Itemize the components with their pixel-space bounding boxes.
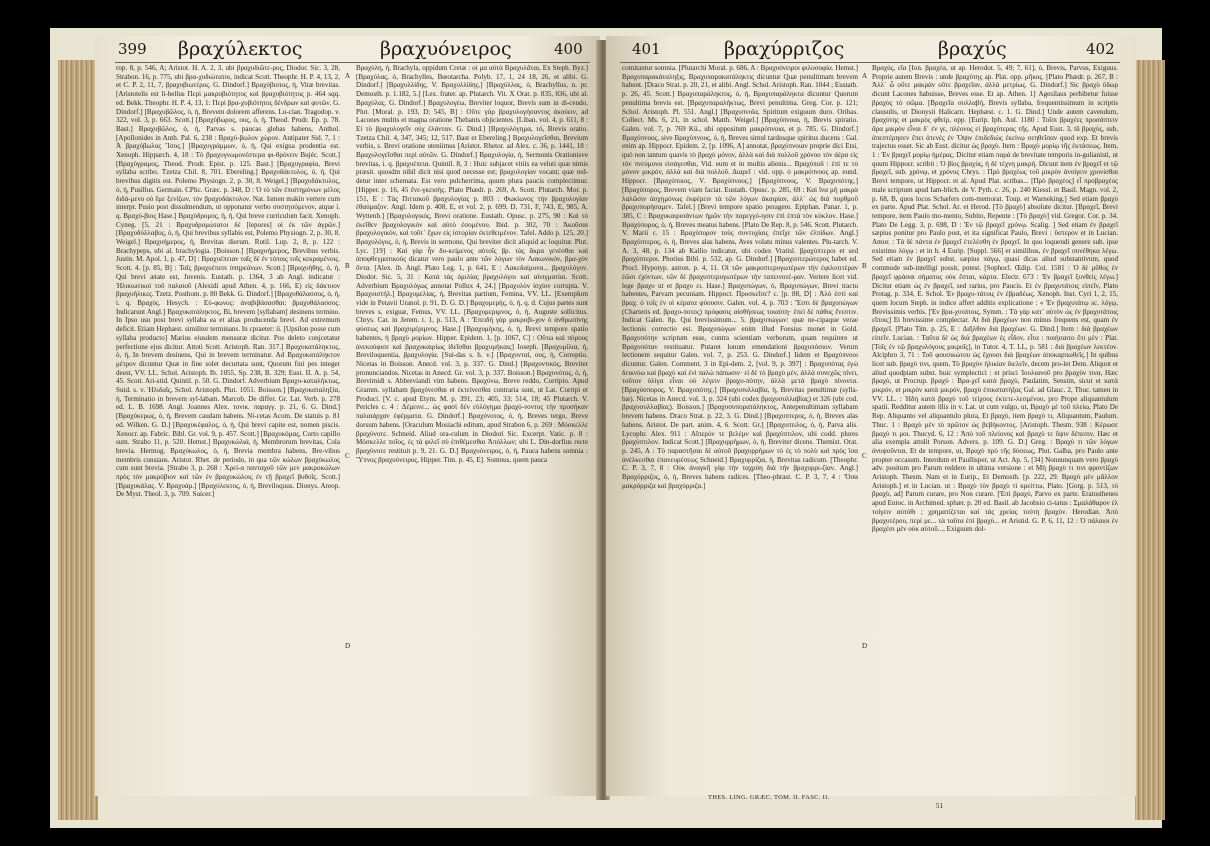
right-column-1-text: comitantur somnia. [Plutarchi Moral. p. 686, A : Βραχυόνειροι φιλοσοφία. Hemst.] Βραχυπαρακάταληξις, Βραχυπαρακατάληκτις dicuntur Quæ penultimam brevem habent. [Draco Strat. p. 20, 21, et alibi. Angl. Schol. Aristoph. Ran. 1044 ; Eustath. p. 26, 45. Scott.] Βραχυπαράληκτος, ὁ, ἡ, Βραχυπαράληκτα dicuntur Quorum penultima brevis est. [Βραχυπαραλήκτως, Brevi penultima. Greg. Cor. p. 121; Schol. Aristoph. Pl. 551. Angl.] [Βραχυπνοΐα, Spiritum exiguum duro. Oribas. Collect. Ms. 6, 21, in schol. Matth. Weigel.] [Βραχύπνοια, ἡ, Brevis spiratio. Galen. vol. 7, p. 769 Kü., ubi oppositum μακρόπνοια, et p. 785. G. Dindorf.] Βραχύπνοος, sive Βραχύπνους, ὁ, ἡ, Breves simul tardosque spiritus ducens : Gal. enim ap. Hippocr. Epidem. 2, [p. 1096, A] annotat, βραχύπνοιαν proprie dici Etsi, quò non tantum quavis τὸ βραχὺ μόνον, ἀλλὰ καὶ διὰ πολλοῦ χρόνου τὸν ἀέρα εἰς τὸν πνεύμονα εἰσάγεσθαι, Vid. eum et in multis alienis... Βραχύποδ : ἐπί τε τὸ μόνον μικρόν, ἀλλὰ καὶ διὰ πολλοῦ. Διαρεῖ : vid. opp. ὁ μακρόπνοος ap. eund. Hippocr. [Βραχύποιος, V. Βραχύπνοος.] [Βραχύπνοος, V. Βραχυπότης.] [Βραχύπορος, Brevem viam faciat. Eustath. Opusc. p. 285, 69 : Καὶ ἵνα μὴ μακρὰ λαλῶσιν ἀσχημόνως ἐκφέρειν τὰ τῶν λόγων ἀκαιρίαν, ἀλλ᾽ ὡς διὰ πορθμοῦ βραχυπορήσαμεν. Tafel.] [Brevi tempore spatio peragere. Epiphan. Panar. 1, p. 385, C : Βραχυκαιρισάντων ἡμῶν τὴν παρεγγύ-ησιν ἐπὶ ἑπτὰ τὸν κύκλον. Hase.] Βραχύπορος, ὁ, ἡ, Breves meatus habens. [Plato De Rep. 8, p. 546. Scott. Plutarch. V. Marii c. 15 : Βραχύπορον τοὺς συντυχίαις ἐπεῖχε τῶν ἐλπίδων. Angl.] Βραχύπτερος, ὁ, ἡ, Breves alas habens, Aves volatu minus valentes. Plu-tarch. V. A. 3, 48, p. 134 ab Kallio indicatur, ubi codex Vratisl. βραχύπτεροι et sed βραχύπτεροι. Photius Bibl. p. 532, ap. G. Dindorf.] [Βραχυπτερώτερος habet ed. Procl. Hypotyp. astron. p. 4, 11. Οἱ τῶν μακροπτερυγωτέρων τὴν ἐφιλοτιτέραν ἐῶσι ἐχόντων, τῶν δὲ βραχυπτερυγωτέρων τὴν ταπεινοτέ-ραν. Vertere licet vid. lege βραχυ ut et βραχυ ει. Hase.] Βραχυπώγων, ὁ, Βραχυπώγων, Brevi tractu habentes, Parvam pecuniam. Hippocr. Προσκεῖσε? c. [p. 88, D] : Ἀλὸ ἐστὶ καὶ βραχ. ὁ τοῖς ἐν οἱ κέρατα φύουσιν. Galen. vol. 4, p. 703 : Ἔστι δὲ βραχυπώγων (Charteris ed. βραχυ-ποτος) πρόφασις αἰσθήσεως τοιαύτη· ἐπεὶ δὲ πάθος ἔνεστιν. Indicat Galen. 8ρ. Qui brevissimum... 5. βραχυπώγων: quæ ne-cipaque verae lectionis correctio est. Βραχυπώγων enim illud Foesius monet in Gold. Βραχυπότην scriptum esse, contra scientiam verborum, quam requirere ut Βραχυπόταν restituatur. Putaret lonum emendationi βραχυπόσιον. Verum lectionem sequitur Galen. vol. 7, p. 253. G. Dindorf.] Iidem et Βραχύπνοοι dicuntur. Galen. Comment. 3 in Epi-dem. 2, [vol. 9, p. 397] : Βραχυπότας ἐγώ δεικνύω καὶ βραχὺ καὶ ἐνὶ παλὼ πάπωσιν· εἰ δὲ τὸ βραχὺ μὲν, ἀλλὰ συνεχῶς πίνει, τοῦτον ὀλίγα εἶναι οὐ λέγειν βραχυ-πότην, ἀλλὰ μετὰ βραχὺ πίνοντα. [Βραχύσπορος, V. Βραχυπότης.] [Βραχυσυλλαβία, ἡ, Brevitas penultimæ (sylla-bæ). Nicetas in Anecd. vol. 3, p. 324 (ubi codex βραχυσυλλαβίας) et 326 (ubi cod. βραχυσυλλαβίας). Boisson.] [Βραχυσυπορατάληκτος, Antepenultimam syllabam brevem habens. Draco Strat. p. 22, 3. G. Dind.] [Βραχυπτερος, ὁ, ἡ, Breves alas habens. Aristot. De part. anim. 4, 6. Scott. Gr.] [Βραχυπτιλος, ὁ, ἡ, Parva alis. Lycophr. Alex. 911 : Αἴπερόν τε βελέμν καὶ βραχύπτιλον, ubi codd. plures βραχύπτιλον. Indicat Scott.] [Βραχυρρήμων, ὁ, ἡ, Breviter dicens. Themist. Orat. p. 245, A : Τὸ παραστῆσαι δὲ αὐτοῦ βραχυρρήμων τὸ ἐς τὸ πολὺ καὶ πρὸς ἴσα ἀνέλκεσθαι ἐπανευρέσεως Schneid.] Βραχυρρίζια, ἡ, Brevitas radicum. [Theophr. C. P. 3, 7, 8 : Οὐκ ἀναγκῆ γὰρ τὴν ταχρύη διὰ τὴν βραχυρρι-ζίαν. Angl.] Βραχύρριζος, ὁ, ἡ, Breves habens radices. [Theo-phrast. C. P. 3, 7, 4 : Ὅσα μακρόρριζα καὶ βραχύρριζα.] — [622, 64, 858, 490]
margin-letter-c-right: C — [862, 452, 867, 460]
left-page-header — [118, 38, 588, 60]
running-head-left: βραχύλεκτος — [178, 38, 303, 60]
margin-letter-a-left: A — [345, 72, 351, 80]
right-column-2 — [872, 64, 1118, 764]
margin-letter-b-left: B — [345, 262, 350, 270]
margin-letter-b-right: B — [862, 262, 867, 270]
page-number-401: 401 — [632, 40, 661, 58]
page-edges-right — [1135, 60, 1165, 820]
margin-letter-a-right: A — [862, 72, 868, 80]
margin-letter-c-left: C — [345, 452, 350, 460]
header-rule-left — [115, 62, 590, 63]
left-column-1 — [116, 64, 340, 764]
right-column-2-text: Βραχύς, εῖα [Ion. βραχέα, ut ap. Herodot. 5, 49; 7, 61], ύ, Brevis, Parvus, Exiguus. Proprie autem Brevis : unde βραχύτης ap. Plat. opp. μῆκος. [Plato Phædr. p. 267, B : Ἀλλ᾽ ὦ οὔτε μακρὰν οὔτε βραχεῖαν, ἀλλὰ μετρίως. G. Dindorf.] Sic βραχὺ ὕδωρ dicunt Lacones habuisse, Breves esse. Et ap. Athen. 1] Agesilaus perhibetur fuisse βραχὺς τὸ σῶμα. [Βραχεῖα συλλαβή, Brevis syllaba, frequentissimum in scriptis clausulis, ut Dionysii Halicarn. Hephæst. c. 1. G. Dind.] Unde autem cavendum, βραχύτης et μακρὸς φθείρ, opp. [Eurip. Iph. Aul. 1180 : Τοῖσι βραχέες προσάπτειν ἄρα μικρὸν εἶναι δ᾽ ἐν γε, πλέονος εἰ βραχύτερας τῆς. Apud Eust. 3, tū βραχύς, sub, ἀπεστέρησεν ἔπει ἀτενὲς ἐν Ὄψιν ἐπιδεδιὼς ἐκείνῳ σεηθεῖσαν quod exp. Et brevis trajectus esset. Sic ab Eust. dicitur ὡς βραχὺ. Item : Βραχὺ μορίῳ τῆς ἐκτάσεως. Item, 1 : Ἐν βραχεῖ μορίῳ ἡμέρας. Dicitur etiam παρά de brevitate temporis in-gulianisti, ut quum Hippocr. scribit : Ὁ βίος βραχὺς, ἡ δὲ τέχνη μακρή. Dicunt item ἐν βραχεῖ et τῷ βραχεῖ, sub. χρόνῳ, et χρόνος Chrys. : Πρὸ βραχέως τοῦ μικρὸν ἀνοίγειν χρονίσθαι Brevi tempore, ut Hippocr. et al. Apud Plat. scribas... [Πρὸ βραχέος] εἶ προβραχέος male scriptum apud Iam-blich. de V. Pyth. c. 26, p. 240 Kiessl. et Basil. Magn. vol. 2, p. 68, B, quos locos Schæfers com-memorat. Toup. et Warneking.] Sed etiam βραχὺ ex parte. Apud Plat. Schol. Ar. et Herod. [Τὸ βραχὺ] absolute dicitur. [Βραχεῖ, Brevi tempore, item Paulo mo-mento, Subito, Repente : [Τὸ βραχὺ] vid. Gregor. Cor. p. 34. Plato De Legg. 3, p. 698, D : Ἐν τῷ βραχεῖ χρόνῳ. Scalig. ] Sed etiam ἐν βραχεῖ sæpius ponitur pro Paulo post, et ita significat Paulo, Brevi : ὕστερον et in Lucian. Amor. : Τὰ δὲ πάντα ἐν βραχεῖ ἐτελέσθη ἐν βραχεῖ. In quo loquendi genere sub. ipse existimo λόγῳ : et in h. 4 Eurip. [Suppl. 566] et similibus, ἐν βραχεῖ συνέθηκα λέγω. Sed etiam ἐν βραχεῖ subst. sæpius πάγῳ, quasi dicas aliud substantivum, quod commode sub-intelligi possit, potest. [Sophocl. Œdip. Col. 1581 : Ὁ δὲ μῦθος ἐν βραχεῖ φράσαι σήματος οὐκ ἔσται, κάρτα. Electr. 673 : Ἐν βραχεῖ ξυνθεὶς λέγω.] Dicitur etiam ὡς ἐν βραχεῖ, sed rarius, pro Paucis. Et ἐν βραχυτάτοις εἰπεῖν, Plato Protag. p. 334, E. Schol. Ἐν βραχυ-τάτοις ἐν ἐβραδέως, Xenoph. Inst. Cyri 1, 2, 15, quem locum Steph. in indice affert additis explicatione : « Ἐν βραχυτάτῳ sc. λόγῳ, Brevissimis verbis. [Ἐν βρα-χυτάτοις, Symm. : Τὰ γὰρ κατ᾽ αὐτὸν ὡς ἐν βραχυτάτοις εἴποις] Et brevissime complectar. At διὰ βραχέων non minus frequens est, quam ἐν βραχεῖ. [Plato Tim. p. 25, E : Διῆλθον διὰ βραχέων. G. Dind.] Item : διὰ βραχέων εἰπεῖν. Lucian. : Ταῦτα δὲ ὡς διὰ βραχέων ἐς εἶδον, εἶτα : ποιήσαιτο ὅτι μὲν : Plat. [Τοῖς ἐν τῷ βραχυλόγους μικροῖς], in Tutor. 4, T. LL, p. 581 : διὰ βραχέων λεκτέον. Alciphro 3, 71 : Τοῦ φουσικώτου ὡς ἔχουσι διὰ βραχέων ἀποκαρπωθεῖς.] In quibus licet sub. βραχὺ τινι, quem, Τὸ βραχὺν ἡλικίαν διελεῖν, decem pro-let Dem. Aliquot et aliud quodpiam subst. huic symplectici : et prisci Ἰουλιανοῦ pro βραχὺν τινα, Hæc βραχὺ, ut Procrup. βραχύ : Βρα-χεῖ κατὰ βραχὺ, Paulatim, Sensim, sicut et κατὰ μικρόν, et μικρὸν κατὰ μικρόν, βραχὺ ἐπικατατήξας Gal. ad Glauc. 2, Thuc. tamen in VV. LL. : Ἡδη κατὰ βραχὺ τοῦ τείχους ἐκτετε-λεσμένου, pro Prope aliquantulum spatii. Redditur autem illis in v. Lat. ut cum vulgo, ut, Βραχὺ μὲ τοῦ πλείω, Plato De Rep. Aliquanto vel aliquantulo plura, Et βραχὺ, item βραχὺ τι, Aliquantum, Paulum. Thuc. 1 : Βραχὺ μὲν τὸ πρῶτον ὡς βεβήκοντος. [Aristoph. Thesm. 938 : Κέρωσε βραχὺ τι μοι. Thucyd. 6, 12 : Ἀπὸ τοῦ πλείονος καὶ βραχὺ τε ὄψιν δέπεσιν. Hæc et alia exempla attulit Porson. Advers. p. 109. G. D.] Greg. : Βραχὺ τι τῶν λόγων ἀνυψοῦνται. Et de tempore, ut, Βραχὺ πρὸ τῆς δύσεως, Plut. Galba, pro Paulo ante propter occasum. Interdum et Paullisper, ut Act. Ap. 5, [34] Nonnunquam vero βραχὺ adv. positum pro Parum reddere in ultima versione : et Μὴ βραχὺ τι τινι φροντίζων Aristoph. Thesm. Nam et in Eurip., Et Demosth. [p. 222, 29. Βραχὺ μὲν μᾶλλον Aristoph.] et in Lucian. ut : Βραχὺ τὸν βραχὺ τὶ κρείττω, Plato. [Gorg. p. 513, τὸ βραχὺ, ad] Parum curare, pro Non curare. [Ἐπὶ βραχύ, Parvo ex parte. Eratosthenes apud Eutoc. in Archimed. sphær. p. 20 ed. Basil. ab Jacobsio ci-tatus : Σμαλάθαρον ἐλ τοίγειν αὐτόθι ; χρηματίζεται καὶ τὰς χρείας τούτη βραχὺν. Herodian. Ἀπὸ βραχυτέρου, περί με... τὰ ταῦτα ἐπὶ βραχὺ... et Aristid. G. P. 6, 11, 12 : Ὁ πάλαιοι ἐν βραχέσι μὲν οὐκ αὐτοῦ..., Exiguum dol- — [872, 64, 1118, 534]
margin-letter-d-left: D — [345, 642, 351, 650]
page-number-399: 399 — [118, 40, 147, 58]
header-rule-right — [620, 62, 1120, 63]
running-head-right: βραχυόνειρος — [380, 38, 512, 60]
running-head-left-right-page: βραχύρριζος — [724, 38, 845, 60]
signature-line: THES. LING. GRÆC. TOM. II. FASC. II. — [708, 794, 830, 801]
margin-letter-d-right: D — [862, 642, 868, 650]
left-column-1-text: rop. 8, p. 546, A; Aristot. H. A. 2, 3, ubi βραχυδιῶτε-ρος, Diodor. Sic. 3, 28, Strabon. 16, p. 775, ubi βρα-χυδιώτατοι, indicat Scott. Theophr. H. P. 4, 13, 2, et C. P. 2, 11, 7, βραχυβιωτέρος. G. Dindorf.] Βραχύβιοτος, ἡ, Vitæ brevitas. [Aristotelis est li-bellus Περὶ μακροβιότητος καὶ βραχυβιότητος p. 464 sqq. ed. Bekk. Theophr. H. P. 4, 13, 1: Περὶ βρα-χυβιότητος δένδρων καὶ φυτῶν. G. Dindorf.] [Βραχυβῶλος, ὁ, ἡ, Brevem dolorem afferens. Lu-cian. Tragodop. v. 322, vol. 3, p. 663. Scott.] [Βραχύβωρος, ους, ὁ, ἡ, Theod. Prodr. Ep. p. 78. Bast.] Βραχυβῶλος, ὁ, ἡ, Parvas s. paucas glebas habens, Anthol. [Apollonides in Anth. Pal. 6, 238 : Βραχύ-βωλον χώρον. Antipater Sid. 7, 1 : Ἀ βραχύβωλος Ἴσος.] [Βραχυγράμμων, ὁ, ἡ, Qui exigua prodentia est. Xenoph. Hipparch. 4, 18 : Τὸ βραχυγνωμονέστερα φι-θρόνειν Bujéc. Scott.] [Βραχύγραμος, Theod. Prodr. Epist. p. 125. Bast.] [Βραχυγραφία, Brevi syllaba scribo. Tzetza Chil. 8, 701. Ebereling.] Βραχυδάκτυλος, ὁ, ἡ, Qui brevibus digitis est. Polemo Physiogn. 2, p. 30, 8. Weigel.] [Βραχυδάκτυλος, ὁ, ἡ, Pusillus. Germain. CPlic. Græc. p. 348, D : Ὁ τὸ τῶν ἐπιστημόνων μέλος διδά-μενο οὐ ἔμε ξενίζων, τὸν βραχυδάκτυλον. Nat. Ismen makin vertere cum interpr. Pusio post dissulmendum, ut opponatur verbo συστησόμενον, atque i. q. Βραχύ-βιος Hase.] Βραχύδρομος, ἡ, ἡ, Qui breve curriculum facit. Xenoph. Cyneg. [5, 21 : Βραχυδρομώτατοι δὲ [lepores] οἱ ἐκ τῶν ἀγρῶν.] [Βραχυδύλλαβος, ὁ, ἡ, Qui brevibus syllabis est, Polemo Physiogn. 2, p. 30, 8. Weigel.] Βραχυήμερος, ἡ, Brevitas dierum. Rutil. Lup. 2, 8, p. 122 : Brachypeps, ubi al. brachylogia. [Boisson.] [Βραχυήμερος, Brevibus verbis. Justin. M. Apol. 1, p. 47, D] : Βραχυέπειαν ταῖς δὲ ἐν τόποις τοῖς κεκραμένοις. Scott. 4. [p. 85, B] : Ταῖς βραχυέπεσι ὑπηρεάνων. Scott.] [Βραχυήθης, ὁ, ἡ, Qui brevi ætate est, Juvenis. Eustath. p. 1364, 3 ab Angl. indicatur : Ἡλικιωτικοὶ τοῦ παλαιοῦ (Alexidi apud Athen. 4, p. 166, E) εἰς δάκτυον βραχυήλικες. Tzetz. Posthom. p. 80 Bekk. G. Dindorf.] [Βραχυθάλασσος, ὁ, ἡ, i. q. Βραχύς. Hesych. : Εὐ-φωνος: ἀναβιβάσασθαι: βραχυθάλασσος. Indicarunt Angl.] Βραχυκατάληκτος, Bi, brevem [syllabam] desinens termino. In Ipso usu post brevi syllaba ea et alias producenda brevi. Ad extremum deficit. Etiam Hephæst. similiter terminans. In cpraeter: ii. [Upsilon posse cum syllaba producto] Marius eiusdem mensuræ dicitur. Pos deleto conjcetatur perfectione ejus dicitur. Attoti Scott. Aristoph. Ran. 317.] Βραχυκατάληκτος, ὁ, ἡ, In brevem desinens, Qui in brevem terminatur. Ad Βραχυκατάληκτον μέτρον dicuntur Quæ in fine solet decurtata sunt, Quorum fini pes integer deest, VV. LL. Schol. Aristoph. Ib. 1055, Sp. 238, B. 329; Eust. II. A. p. 54, 45. Scott. Ari-stid. Quintil. p. 50. G. Dindorf. Adverbium Βραχυ-καταλήκτως, Suid. s. v. Ἠλιδαῖς, Schol. Aristoph. Plut. 1051. Boisson.] [Βραχυκαταληξία, ἡ, Terminatio in brevem syl-labam. Marcob. De differ. Gr. Lat. Verb. p. 278 ed. L. B. 1698. Angl. Joannes Alex. τονικ. παραγγ. p. 21, 6. G. Dind.] [Βραχύκερως, ὁ, ἡ, Brevem caudam habens. Ni-cetas Acom. De statuis p. 81 ed. Wilken. G. D.] [Βραχυκέφαλος, ὁ, ἡ, Qui brevi capite est, nomen piscis. Xenocr. ap. Fabric. Bibl. Gr. vol. 9, p. 457. Scott.] [Βραχυκόμας, Curto capillo sum. Strabo 11, p. 520. Hemst.] Βραχυκώλιά, ἡ, Membrorum brevitas, Cola brevia. Hermog. Βραχύκωλος, ὁ, ἡ, Brevia membra habens, Bre-vibus membris constans. Aristot. Rhet. de periodo, in qua τῶν κώλων βραχύκωλος cum sunt brevia. [Strabo 3, p. 268 : Χρεί-α πανταχοῦ τῶν μεν μακροκώλων πρὸς τὸν μακρόβιον καὶ τῶν ἐν βραχυκώλοις ἐν τῇ βραχεῖ βυθοῖς. Scott.] [Βραχυκάλας. V. Βραχυάμ.] [Βραχύλεκτος, ὁ, ἡ, Breviloquus. Dionys. Areop. De Myst. Theol. 3, p. 709. Suicer.] — [116, 64, 340, 499]
left-column-2 — [356, 64, 588, 764]
signature-number: 51 — [936, 802, 943, 810]
page-edges-left — [58, 60, 98, 820]
page-number-402: 402 — [1086, 40, 1115, 58]
right-page-header — [618, 38, 1118, 60]
left-column-2-text: Βραχύλη, ἡ, Brachyla, oppidum Cretæ : οἱ μα αὐτὰ Βραχυλᾶται, Ex Steph. Byz.] [Βραχύλας, ὁ, Brachylles, Bœotarcha. Polyb. 17, 1, 24 18, 26, et alibi. G. Dindorf.] [Βραχυλλίδης, V. Βραχυλλίδης.] [Βραχύλλας, ὁ, Brachyllus, n. pr. Demosth. p. 1.182, 5.] [Lex. frater. ap. Plutarch. Vit. X Orat. p. 835, 836, ubi al. Βραχύλας. G. Dindorf.] Βραχυλογέω, Breviter loquor, Brevis sum in di-cendo. Plut. [Moral. p. 193, D; 545, B] : Οὔτε γὰρ βραχυλογήσαντος ἀκούειν, ad Lacones multis et magna oratione Thebanis objicientes. [Liban. vol. 4, p. 611, 8 : Εἰ τὸ βραχυλογεῖν οὐχ ἐλάνταν. G. Dind.] [Βραχυλόγημα, τό, Brevis oratio. Tzetza Chil. 4, 347, 345; 12, 517. Bast et Ebereling.] Βραχυλογεῖσθαι, Brevium verbis, s. Brevi oratione uteniimus [Aristot. Rhetor. ad Alex. c. 36, p. 1441, 18 : Βραχυλογεῖσθαι περὶ αὐτῶν. G. Dindorf.] Βραχυλογία, ἡ, Sermonis Orationisve brevitas, i. q. βραχυέπεια. Quintil. 8, 3 : Huic subjacet vitiis ea veluti quæ nimis præsit. quosdm nihil dicit nisi quod necesse est; βραχυλογίαν vocant; quæ red-detur inter schemata. Est vero pulcherrima, quum plura paucis complectimur. [Hipper. p. 16, 45 ἔνε-γκεισής. Plato Phædr. p. 269, A. Scott. Plutarch. Mor. p. 151, E : Τὰς Πιττακοῦ βραχυλογίας p. 803 : Φωκίωνος τὴν βραχυλογίαν ἐθαύμαζον. Angl. Idem p. 408, E, et vol. 2, p. 699, D, 731, F, 743, E, 985, A. Wyttenb.] [Βραχυλογικός, Brevi oratione. Eustath. Opusc. p. 275, 90 : Καὶ τὸ ἐκεῖθεν βραχυλογικὸν καὶ αὐτὸ ἐσομένου. Ibid. p. 302, 70 : Ἀκοῦσαι βραχυλογικὸν, καὶ τοῦτ᾽ ἔχων εἰς ἱστορίαν ἐκτεθειμένον. Tafel. Addo p. 125, 20.] Βραχυλόγος, ὁ, ἡ, Brevis in sermone, Qui breviter dicit aliquid ac loquitur. Plut. Lyc. [19] : Καὶ γὰρ ἦν δυ-κείμενος αὐτοῖς βρ. τὰς ἄκρα γενέσθαι καὶ ἀποφθεγματικοὺς dicatur vero paulo ante τῶν λόγων τὸν Λακωνικόν, βρα-χὺν ὄντα. [Alex. ib. Angl. Plato Leg. 1, p. 641, E : Λακεδαίμονα... βραχυλόγον. Diodor. Sic. 5, 31 : Κατὰ τὰς ὁμιλίας βραχυλόγοι καὶ αἰνιγματίαι. Scott. Adverbium Βραχυλόγως annotat Pollux 4, 24.] [Βραχυλὸν ἰσχίον corrupta. V. Βραχυιστήλ.] Βραχυμελίας, ἡ, Brevitas partium, Femina, VV. LL. [Exemplum vide in Petavii Uranol. p. 91, D. G. D.] Βραχυμερής, ὁ, ἡ, q. d. Cujus partes sunt breves s. exiguæ, Femus, VV. LL. [Βραχυμεριμνος, ὁ, ἡ, Auguste sollicitus. Chrys. Cat. in Jerem. t. 1, p. 513, A : Ἐπειδὴ γὰρ μακροβι-χον ὁ ἀνθρωπίνης φύσεως καὶ βραχυμέριμνος. Hase.] [Βραχυμήκης, ὁ, ἡ, Brevi tempore spatio habentes, ἡ βραχὺ μορίων. Hipper. Epidem. 1, [p. 1067, C] : Οὕτω καὶ πόρους ἀνεκούφισε καὶ βραχυκαιρίως ἰδεῖσθαι βραχυμήκαις] Ioseph. [Βραχυμίλια, ἡ, Breviloquentia, βραχυλογία. [Sui-das s. h. v.] [Βραχυνταί, ους, ἡ, Correptio. Nicetas in Boisson. Anecd. vol. 3, p. 337. G. Dind.] [Βραχυντικός, Breviter pronunciandos. Nicetas in Anecd. Gr. vol. 3, p. 337. Boisson.] Βραχυνότος, ὁ, ἡ, Brevimidi s. Abbreviandi vim habens. Βραχύνω, Breve reddo, Corripio. Apud Gramm. syllabam βραχύνεσθαι et ἐκτείνεσθαι contraria sunt, ut Lat. Corripi et Produci. [V. c. apud Etym. M. p. 391, 23; 405, 33; 514, 18; 45 Plutarch. V. Pericles c. 4 : Δέμεινε... ὡς φασὶ δὲν εὐλόγημα βραχύ-νοντος τὴν προσήκαν παλαιάρχαν ἐφέρματα. G. Dindorf.] Βραχύνοτος, ὁ, ἡ, Breves tergo, Breve dorsum habens. [Oraculum Mosiachi editum, apud Strabon 6, p. 269 : Μόσκελλε βραχύνοτε. Schneid. Aliud ora-culum in Diodori Sic. Excerpt. Vatic. p. 8 : Μόσκελλε ποῖος, ἐς τὰ φιλεῖ σὺ ἐπιθέμεσθαι Ἀπόλλων; ubi L. Din-dorfius recte βραχύνοτε restituit p. 9, 21. G. D.] Βραχυόνειρος, ὁ, ἡ, Pauca habens somnia : Ὕπνος βραχυόνειρος, Hipper. Tim. p. 45, E]. Somnus, quem pauca — [356, 64, 588, 464]
running-head-right-right-page: βραχύς — [938, 38, 1007, 60]
page-number-400: 400 — [554, 40, 583, 58]
right-column-1 — [622, 64, 858, 764]
